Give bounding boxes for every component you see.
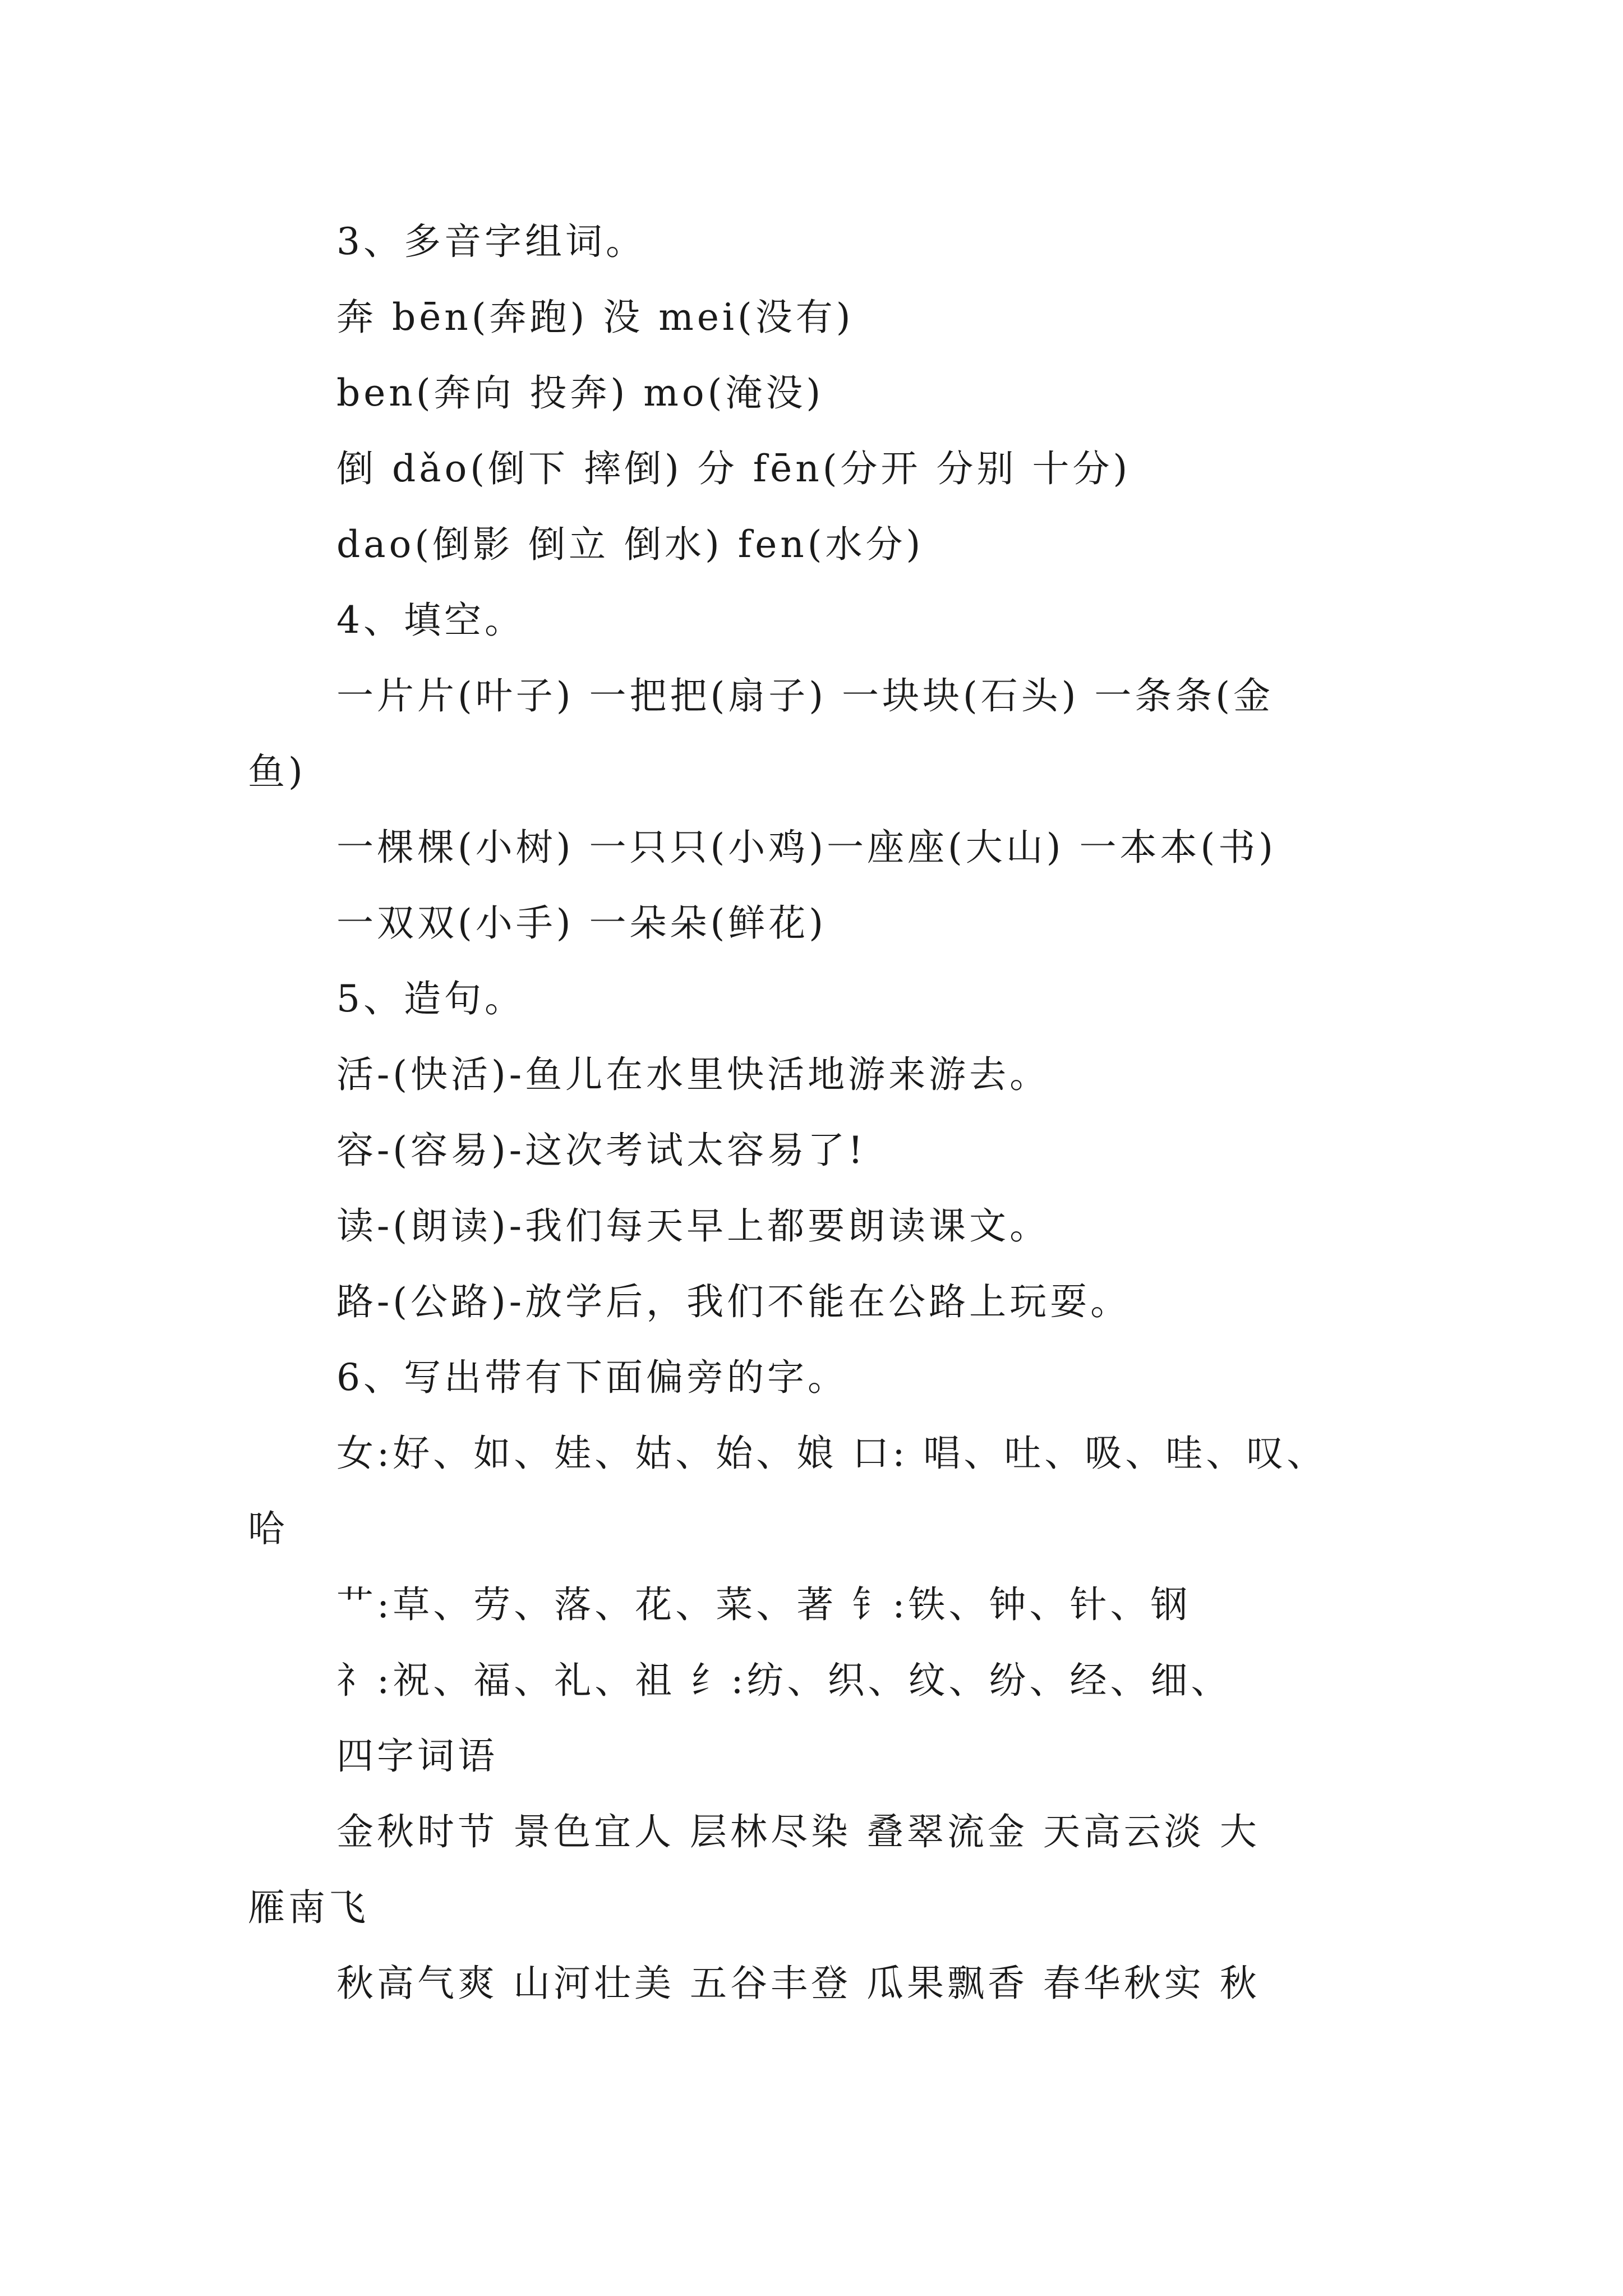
text-line: 金秋时节 景色宜人 层林尽染 叠翠流金 天高云淡 大 xyxy=(336,1810,1260,1853)
text-line-continued: 哈 xyxy=(248,1507,288,1550)
text-line: ben(奔向 投奔) mo(淹没) xyxy=(336,371,824,415)
heading-sentences: 5、造句。 xyxy=(336,977,525,1020)
text-line: 容-(容易)-这次考试太容易了! xyxy=(336,1129,866,1172)
text-line: 活-(快活)-鱼儿在水里快活地游来游去。 xyxy=(336,1053,1050,1096)
heading-fill-blank: 4、填空。 xyxy=(336,599,525,642)
heading-polyphonic: 3、多音字组词。 xyxy=(336,220,646,263)
text-line: 一棵棵(小树) 一只只(小鸡)一座座(大山) 一本本(书) xyxy=(336,826,1276,869)
text-line: 礻:祝、福、礼、祖 纟:纺、织、纹、纷、经、细、 xyxy=(336,1659,1232,1702)
text-line-continued: 雁南飞 xyxy=(248,1886,369,1929)
text-line: 一片片(叶子) 一把把(扇子) 一块块(石头) 一条条(金 xyxy=(336,674,1274,717)
text-line-continued: 鱼) xyxy=(248,750,306,793)
text-line: 一双双(小手) 一朵朵(鲜花) xyxy=(336,901,827,945)
text-line: 倒 dǎo(倒下 摔倒) 分 fēn(分开 分别 十分) xyxy=(336,447,1131,490)
text-line: 女:好、如、娃、姑、始、娘 口: 唱、吐、吸、哇、叹、 xyxy=(336,1432,1327,1475)
text-line: 路-(公路)-放学后，我们不能在公路上玩耍。 xyxy=(336,1280,1131,1323)
text-line: 艹:草、劳、落、花、菜、著 钅:铁、钟、针、钢 xyxy=(336,1583,1191,1626)
heading-radicals: 6、写出带有下面偏旁的字。 xyxy=(336,1356,848,1399)
text-line: 秋高气爽 山河壮美 五谷丰登 瓜果飘香 春华秋实 秋 xyxy=(336,1962,1260,2005)
text-line: 读-(朗读)-我们每天早上都要朗读课文。 xyxy=(336,1204,1050,1248)
text-line: dao(倒影 倒立 倒水) fen(水分) xyxy=(336,523,924,566)
heading-four-char-words: 四字词语 xyxy=(336,1734,498,1778)
text-line: 奔 bēn(奔跑) 没 mei(没有) xyxy=(336,296,854,339)
